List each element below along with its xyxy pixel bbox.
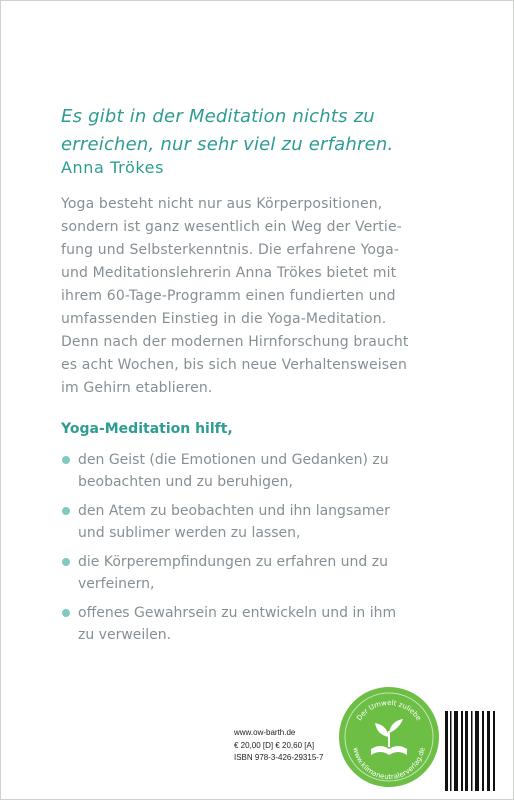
list-item-line: und sublimer werden zu lassen, bbox=[78, 525, 301, 541]
list-item bbox=[61, 602, 481, 646]
list-item bbox=[61, 500, 481, 544]
quote bbox=[61, 103, 491, 159]
description-paragraph bbox=[61, 193, 481, 400]
paragraph-line: es acht Wochen, bis sich neue Verhaltensweisen bbox=[61, 357, 407, 373]
list-item-line: zu verweilen. bbox=[78, 627, 172, 643]
climate-neutral-badge bbox=[339, 687, 439, 787]
quote-line: erreichen, nur sehr viel zu erfahren. bbox=[61, 134, 394, 155]
quote-line: Es gibt in der Meditation nichts zu bbox=[61, 106, 375, 127]
paragraph-line: sondern ist ganz wesentlich ein Weg der Vertie- bbox=[61, 219, 402, 235]
publisher-url: www.ow-barth.de bbox=[234, 728, 296, 737]
paragraph-line: Denn nach der modernen Hirnforschung braucht bbox=[61, 334, 409, 350]
bullet-dot-icon bbox=[62, 507, 70, 515]
paragraph-line: fung und Selbsterkenntnis. Die erfahrene Yoga- bbox=[61, 242, 400, 258]
bullet-dot-icon bbox=[62, 456, 70, 464]
bullet-dot-icon bbox=[62, 558, 70, 566]
list-item-line: beobachten und zu beruhigen, bbox=[78, 474, 293, 490]
paragraph-line: ihrem 60-Tage-Programm einen fundierten und bbox=[61, 288, 396, 304]
paragraph-line: im Gehirn etablieren. bbox=[61, 380, 213, 396]
list-item-line: verfeinern, bbox=[78, 576, 155, 592]
list-item-line: den Geist (die Emotionen und Gedanken) zu bbox=[78, 452, 389, 468]
book-leaf-icon bbox=[371, 719, 407, 755]
paragraph-line: und Meditationslehrerin Anna Trökes bietet mit bbox=[61, 265, 397, 281]
isbn-label: ISBN 978-3-426-29315-7 bbox=[234, 753, 324, 762]
eco-seal-icon bbox=[339, 687, 439, 787]
list-heading: Yoga-Meditation hilft, bbox=[61, 421, 233, 437]
publisher-info bbox=[234, 727, 342, 765]
list-item bbox=[61, 449, 481, 493]
badge-bottom-text: www.klimaneutralerverlag.de bbox=[351, 746, 427, 782]
quote-author: Anna Trökes bbox=[61, 158, 165, 177]
list-item-line: den Atem zu beobachten und ihn langsamer bbox=[78, 503, 390, 519]
price-label: € 20,00 [D] € 20,60 [A] bbox=[234, 740, 315, 750]
list-item-line: offenes Gewahrsein zu entwickeln und in ihm bbox=[78, 605, 397, 621]
bullet-dot-icon bbox=[62, 609, 70, 617]
paragraph-line: umfassenden Einstieg in die Yoga-Meditation. bbox=[61, 311, 387, 327]
benefit-list bbox=[61, 449, 481, 653]
badge-top-text: Der Umwelt zuliebe bbox=[355, 698, 423, 723]
list-item-line: die Körperempfindungen zu erfahren und zu bbox=[78, 554, 388, 570]
paragraph-line: Yoga besteht nicht nur aus Körperpositionen, bbox=[61, 196, 383, 212]
list-item bbox=[61, 551, 481, 595]
